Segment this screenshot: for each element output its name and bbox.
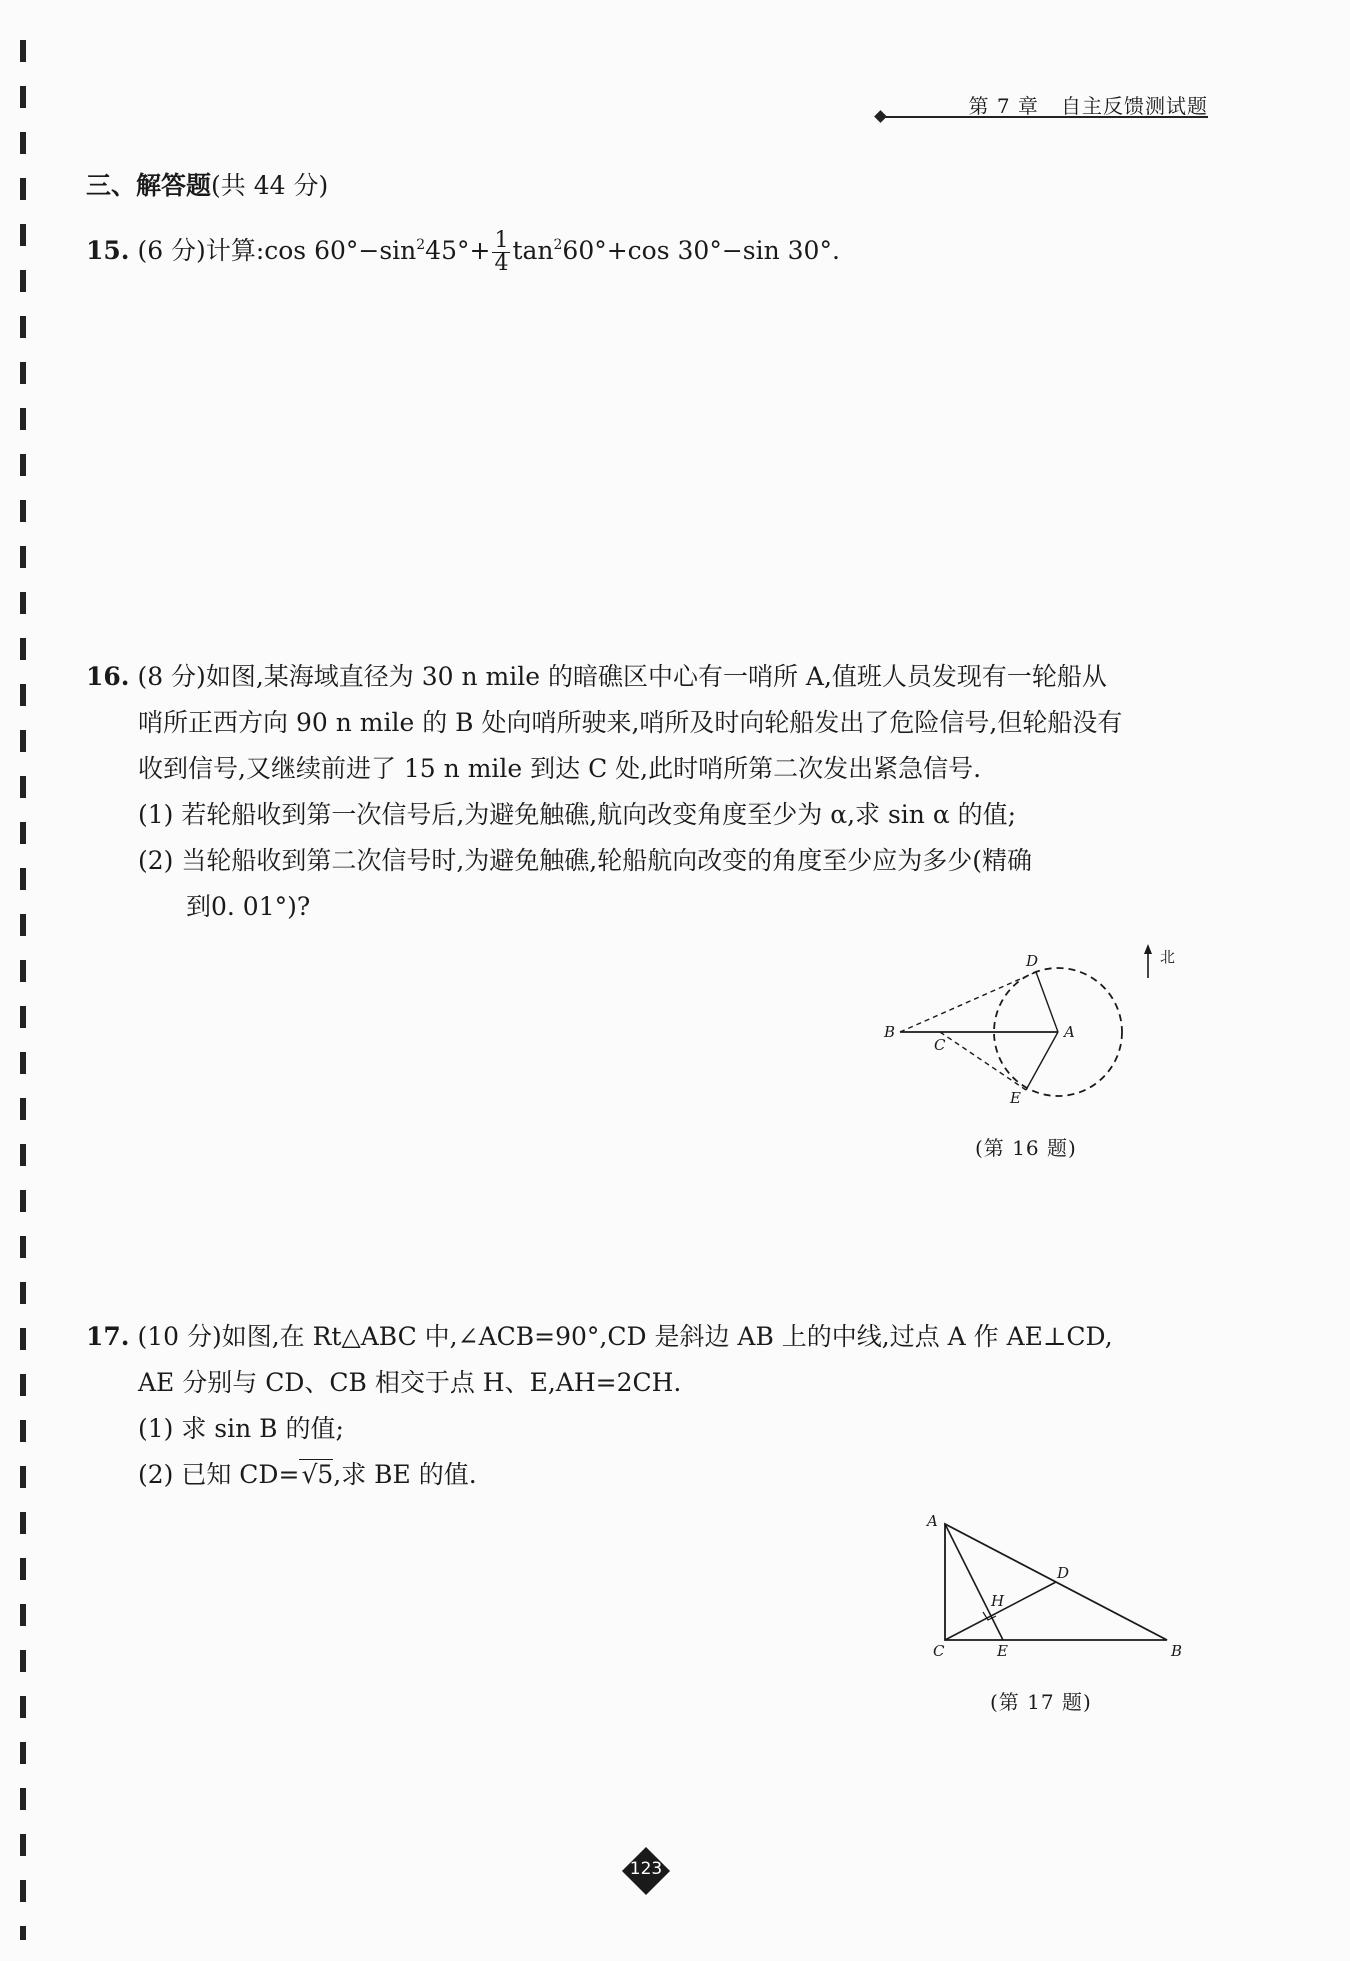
- q16-line3: 收到信号,又继续前进了 15 n mile 到达 C 处,此时哨所第二次发出紧急信号.: [138, 754, 982, 783]
- q16-line1: (8 分)如图,某海域直径为 30 n mile 的暗礁区中心有一哨所 A,值班人员发现有一轮船从: [137, 662, 1107, 691]
- point-label-B: B: [1171, 1642, 1183, 1660]
- q17-line1: (10 分)如图,在 Rt△ABC 中,∠ACB=90°,CD 是斜边 AB 上的中线,过点 A 作 AE⊥CD,: [137, 1322, 1113, 1351]
- line-EA: [1026, 1032, 1058, 1090]
- q17-sub2-a: (2) 已知 CD=: [138, 1460, 300, 1489]
- q16-figure: [870, 940, 1200, 1110]
- point-label-D: D: [1057, 1564, 1070, 1582]
- point-label-C: C: [934, 1036, 946, 1054]
- fraction-numerator: 1: [494, 228, 509, 253]
- q17-line2: AE 分别与 CD、CB 相交于点 H、E,AH=2CH.: [138, 1368, 682, 1397]
- q17-caption: (第 17 题): [990, 1690, 1092, 1714]
- question-number: 15.: [86, 236, 130, 265]
- line-CE: [940, 1032, 1026, 1090]
- north-label: 北: [1160, 948, 1176, 966]
- point-label-A: A: [1064, 1023, 1075, 1041]
- point-label-E: E: [997, 1642, 1008, 1660]
- section-title: [86, 166, 328, 202]
- q16-sub2b: 到0. 01°)?: [186, 892, 311, 921]
- q15-text-a: (6 分)计算:cos 60°−sin: [137, 236, 417, 265]
- q15-sup1: 2: [416, 237, 426, 253]
- header-title: 自主反馈测试题: [1061, 94, 1208, 118]
- question-15: [86, 222, 840, 275]
- q17-sub2: [86, 1452, 1113, 1498]
- point-label-B: B: [884, 1023, 896, 1041]
- q17-figure: [915, 1508, 1185, 1668]
- q15-fraction: [492, 230, 510, 275]
- q15-text-d: 60°+cos 30°−sin 30°.: [562, 236, 840, 265]
- section-points: (共 44 分): [211, 171, 329, 200]
- question-16: [86, 654, 1122, 930]
- fraction-denominator: 4: [494, 251, 509, 276]
- question-number: 16.: [86, 662, 130, 691]
- point-label-A: A: [927, 1512, 938, 1530]
- page-number: 123: [629, 1859, 663, 1879]
- header-chapter: 第 7 章: [968, 94, 1039, 118]
- north-arrowhead-icon: [1144, 944, 1152, 954]
- q15-text-c: tan: [512, 236, 554, 265]
- point-label-E: E: [1010, 1089, 1021, 1107]
- q17-sub2-b: ,求 BE 的值.: [333, 1460, 477, 1489]
- line-AE: [945, 1524, 1003, 1640]
- question-17: [86, 1314, 1113, 1498]
- line-BD: [900, 972, 1036, 1032]
- q15-sup2: 2: [553, 237, 563, 253]
- binding-cut-line: [20, 40, 26, 1940]
- q17-sqrt: √5: [301, 1460, 334, 1489]
- q17-sub1: (1) 求 sin B 的值;: [138, 1414, 344, 1443]
- q16-sub1: (1) 若轮船收到第一次信号后,为避免触礁,航向改变角度至少为 α,求 sin α 的值;: [138, 800, 1017, 829]
- page-number-badge: [622, 1847, 670, 1895]
- point-label-C: C: [933, 1642, 945, 1660]
- median-CD: [945, 1582, 1056, 1640]
- page-header: [968, 90, 1208, 119]
- point-label-H: H: [991, 1592, 1005, 1610]
- section-title-text: 三、解答题: [86, 171, 212, 200]
- q16-sub2a: (2) 当轮船收到第二次信号时,为避免触礁,轮船航向改变的角度至少应为多少(精确: [138, 846, 1033, 875]
- q16-caption: (第 16 题): [975, 1136, 1077, 1160]
- line-DA: [1036, 972, 1058, 1032]
- q15-text-b: 45°+: [425, 236, 491, 265]
- point-label-D: D: [1026, 952, 1039, 970]
- question-number: 17.: [86, 1322, 130, 1351]
- q16-line2: 哨所正西方向 90 n mile 的 B 处向哨所驶来,哨所及时向轮船发出了危险信号,但轮船没有: [138, 708, 1123, 737]
